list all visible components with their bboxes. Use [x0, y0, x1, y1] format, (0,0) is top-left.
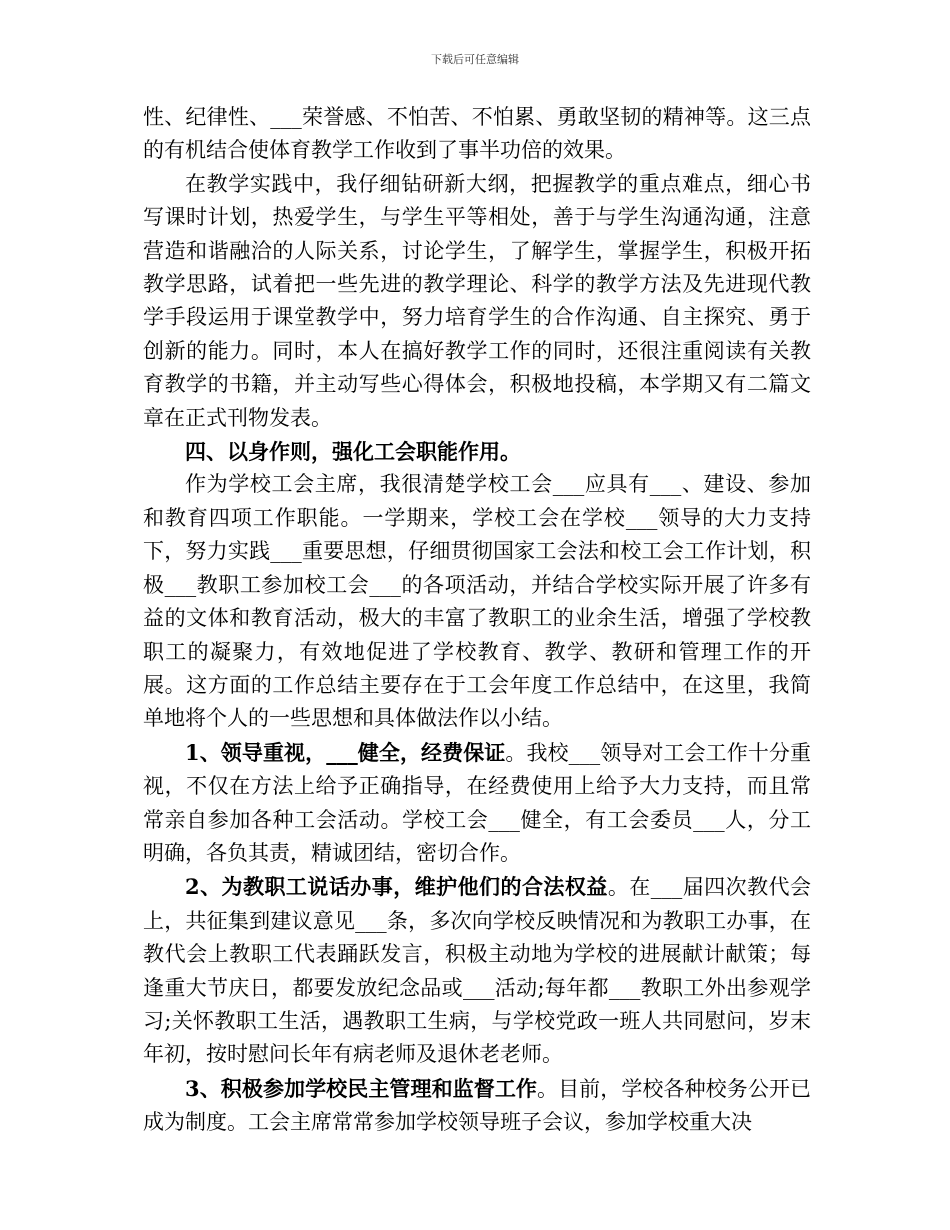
paragraph-1 — [143, 101, 811, 168]
heading-text: 四、以身作则，强化工会职能作用。 — [185, 439, 521, 465]
paragraph-item-2 — [143, 870, 811, 1071]
paragraph-text: 。我校___领导对工会工作十分重视，不仅在方法上给予正确指导，在经费使用上给予大力支持，而且常常亲自参加各种工会活动。学校工会___健全，有工会委员___人，分工明确，各负其责，精诚团结，密切合作。 — [143, 740, 811, 865]
paragraph-text: 作为学校工会主席，我很清楚学校工会___应具有___、建设、参加和教育四项工作职能。一学期来，学校工会在学校___领导的大力支持下，努力实践___重要思想，仔细贯彻国家工会法和校工会工作计划，积极___教职工参加校工会___的各项活动，并结合学校实际开展了许多有益的文体和教育活动，极大的丰富了教职工的业余生活，增强了学校教职工的凝聚力，有效地促进了学校教育、教学、教研和管理工作的开展。这方面的工作总结主要存在于工会年度工作总结中，在这里，我简单地将个人的一些思想和具体做法作以小结。 — [143, 472, 811, 731]
paragraph-3 — [143, 468, 811, 735]
paragraph-text: 。在___届四次教代会上，共征集到建议意见___条，多次向学校反映情况和为教职工办事，在教代会上教职工代表踊跃发言，积极主动地为学校的进展献计献策；每逢重大节庆日，都要发放纪念品或___活动;每年都___教职工外出参观学习;关怀教职工生活，遇教职工生病，与学校党政一班人共同慰问，岁末年初，按时慰问长年有病老师及退休老老师。 — [143, 875, 811, 1067]
item-lead: 3、积极参加学校民主管理和监督工作 — [185, 1075, 538, 1101]
paragraph-text: 。目前，学校各种校务公开已成为制度。工会主席常常参加学校领导班子会议，参加学校重大决 — [143, 1076, 811, 1135]
item-lead: 1、领导重视，___健全，经费保证 — [185, 739, 506, 765]
paragraph-text: 性、纪律性、___荣誉感、不怕苦、不怕累、勇敢坚韧的精神等。这三点的有机结合使体育教学工作收到了事半功倍的效果。 — [143, 105, 811, 163]
paragraph-item-3 — [143, 1072, 811, 1140]
section-heading-4 — [143, 435, 811, 468]
paragraph-item-1 — [143, 736, 811, 871]
paragraph-text: 在教学实践中，我仔细钻研新大纲，把握教学的重点难点，细心书写课时计划，热爱学生，与学生平等相处，善于与学生沟通沟通，注意营造和谐融洽的人际关系，讨论学生，了解学生，掌握学生，积极开拓教学思路，试着把一些先进的教学理论、科学的教学方法及先进现代教学手段运用于课堂教学中，努力培育学生的合作沟通、自主探究、勇于创新的能力。同时，本人在搞好教学工作的同时，还很注重阅读有关教育教学的书籍，并主动写些心得体会，积极地投稿，本学期又有二篇文章在正式刊物发表。 — [143, 171, 811, 430]
paragraph-2 — [143, 168, 811, 435]
document-body — [143, 101, 811, 1140]
item-lead: 2、为教职工说话办事，维护他们的合法权益 — [185, 874, 608, 900]
page-header-note: 下载后可任意编辑 — [431, 53, 519, 66]
